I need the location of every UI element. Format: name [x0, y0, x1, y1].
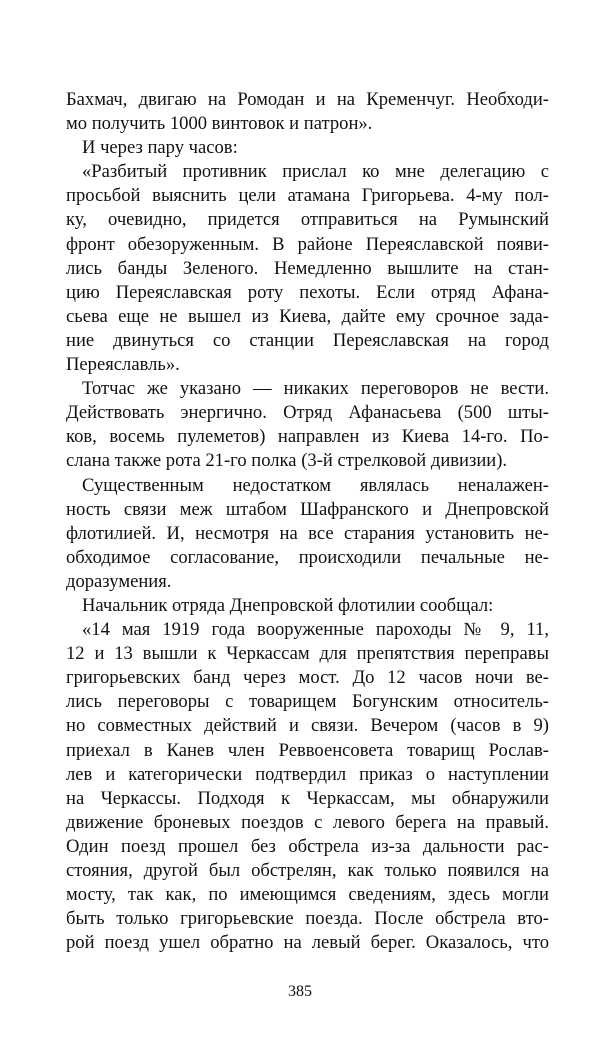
text-line: быть только григорьевские поезда. После обстрела вто-	[66, 908, 549, 930]
text-line: цию Переяславская роту пехоты. Если отряд Афана-	[66, 281, 549, 303]
text-line: Начальник отряда Днепровской флотилии сообщал:	[82, 594, 494, 616]
text-line: «14 мая 1919 года вооруженные пароходы № 9, 11,	[82, 619, 549, 641]
text-line: лев и категорически подтвердил приказ о наступлении	[66, 763, 549, 785]
text-line: обходимое согласование, происходили печальные не-	[66, 546, 549, 568]
text-line: движение броневых поездов с левого берега на правый.	[66, 811, 549, 833]
text-line: ков, восемь пулеметов) направлен из Киева 14-го. По-	[66, 426, 549, 448]
text-line: просьбой выяснить цели атамана Григорьева. 4-му пол-	[66, 185, 549, 207]
text-line: Существенным недостатком являлась неналажен-	[82, 474, 549, 496]
text-line: лись переговоры с товарищем Богунским относитель-	[66, 691, 549, 713]
text-line: слана также рота 21-го полка (3-й стрелковой дивизии).	[66, 450, 508, 472]
text-line: 12 и 13 вышли к Черкассам для препятствия переправы	[66, 643, 549, 665]
text-line: фронт обезоруженным. В районе Переяславской появи-	[66, 233, 549, 255]
page-number: 385	[288, 983, 312, 1000]
text-line: мосту, так как, по имеющимся сведениям, здесь могли	[66, 884, 549, 906]
text-line: григорьевских банд через мост. До 12 часов ночи ве-	[66, 667, 549, 689]
text-line: ние двинуться со станции Переяславская на город	[66, 329, 549, 351]
text-line: мо получить 1000 винтовок и патрон».	[66, 113, 373, 135]
text-line: рой поезд ушел обратно на левый берег. Оказалось, что	[66, 932, 549, 954]
text-line: Тотчас же указано — никаких переговоров не вести.	[82, 378, 549, 400]
text-line: сьева еще не вышел из Киева, дайте ему срочное зада-	[66, 305, 549, 327]
text-line: стояния, другой был обстрелян, как только появился на	[66, 860, 549, 881]
body-text	[66, 88, 549, 955]
text-line: «Разбитый противник прислал ко мне делегацию с	[82, 161, 549, 183]
text-line: доразумения.	[66, 570, 172, 592]
text-line: И через пару часов:	[82, 137, 238, 159]
text-line: Один поезд прошел без обстрела из-за дальности рас-	[66, 835, 549, 857]
text-line: Действовать энергично. Отряд Афанасьева (500 шты-	[66, 402, 549, 424]
text-line: лись банды Зеленого. Немедленно вышлите на стан-	[66, 257, 549, 279]
text-line: на Черкассы. Подходя к Черкассам, мы обнаружили	[66, 787, 549, 809]
text-line: Переяславль».	[66, 354, 180, 376]
text-line: ку, очевидно, придется отправиться на Румынский	[66, 209, 549, 231]
text-line: Бахмач, двигаю на Ромодан и на Кременчуг. Необходи-	[66, 89, 549, 110]
text-line: но совместных действий и связи. Вечером (часов в 9)	[66, 715, 549, 737]
text-line: флотилией. И, несмотря на все старания установить не-	[66, 522, 549, 544]
text-line: ность связи меж штабом Шафранского и Днепровской	[66, 498, 549, 520]
text-line: приехал в Канев член Реввоенсовета товарищ Рослав-	[66, 739, 549, 761]
